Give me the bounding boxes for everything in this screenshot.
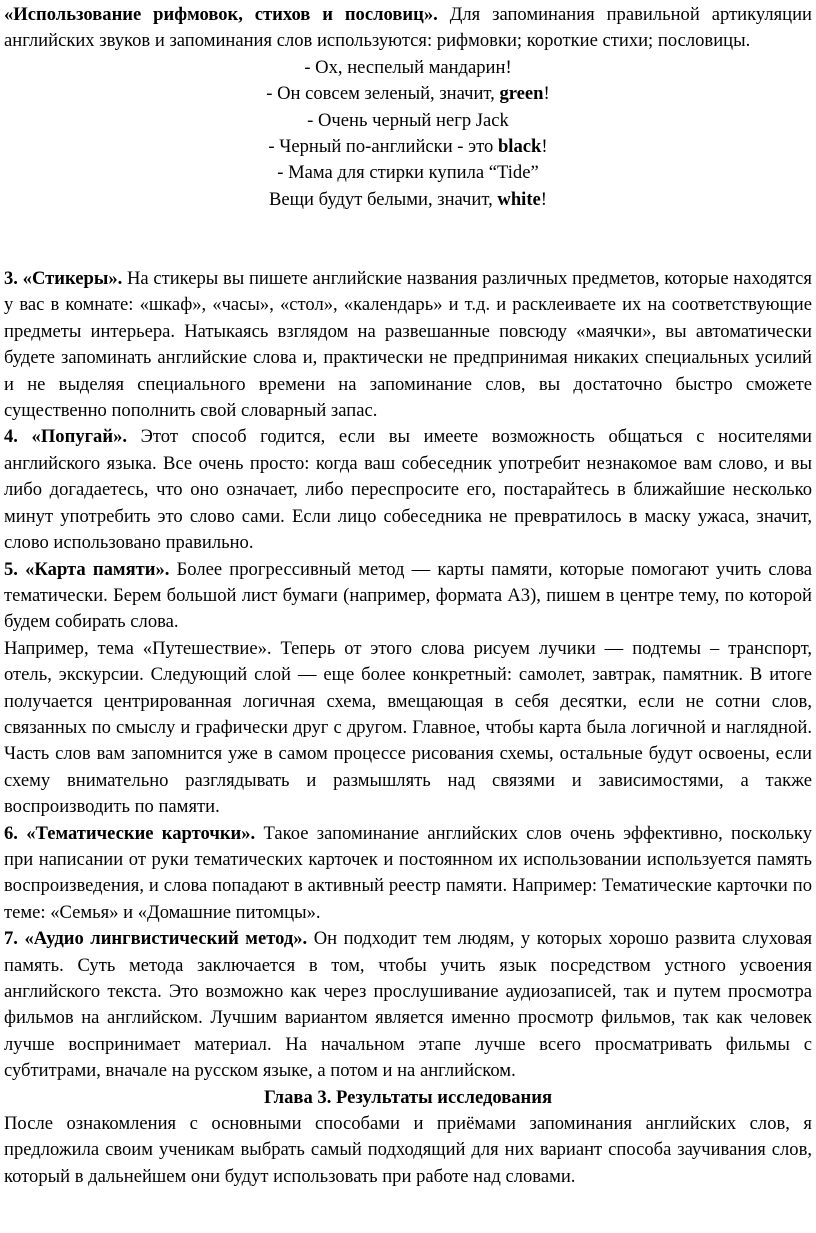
section-audio-method-heading: 7. «Аудио лингвистический метод». [4,928,308,950]
section-parrot [4,424,812,556]
poem-line-2-text: - Он совсем зеленый, значит, [266,83,500,105]
poem-line-4 [4,134,812,160]
intro-heading: «Использование рифмовок, стихов и пословиц». [4,4,438,25]
poem-line-4-text: - Черный по-английски - это [268,136,498,158]
chapter-title: Глава 3. Результаты исследования [263,1086,553,1108]
poem [4,55,812,213]
poem-line-3-text: - Очень черный негр Jack [307,109,509,131]
poem-line-5-text: - Мама для стирки купила “Tide” [277,162,539,184]
poem-line-6-end: ! [540,188,547,210]
section-stickers-heading: 3. «Стикеры». [4,268,123,290]
section-stickers [4,266,812,424]
poem-word-black: black [497,136,542,158]
section-thematic-cards [4,821,812,927]
section-thematic-cards-heading: 6. «Тематические карточки». [4,822,256,844]
section-parrot-text: Этот способ годится, если вы имеете возможность общаться с носителями английского языка. Все очень просто: когда ваш собеседник употребит незнакомое вам слово, и вы либо догадаетесь, что оно означает, либо переспросите его, постарайтесь в ближайшие несколько минут употребить это слово сами. Если лицо собеседника не превратилось в маску ужаса, значит, слово использовано правильно. [4,426,813,554]
chapter-text: После ознакомления с основными способами и приёмами запоминания английских слов, я предложила своим ученикам выбрать самый подходящий для них вариант способа заучивания слов, который в дальнейшем они будут использовать при работе над словами. [4,1113,812,1187]
poem-line-1-text: - Ох, неспелый мандарин! [304,56,512,78]
section-audio-method [4,926,812,1084]
poem-line-6 [4,187,812,213]
poem-line-6-text: Вещи будут белыми, значит, [269,188,498,210]
poem-line-1 [4,55,812,81]
section-memory-map [4,557,812,636]
section-memory-map-heading: 5. «Карта памяти». [4,558,170,580]
poem-line-2-end: ! [543,83,550,105]
section-memory-map-example [4,636,812,821]
section-memory-map-example-text: Например, тема «Путешествие». Теперь от этого слова рисуем лучики — подтемы – транспорт, отель, экскурсии. Следующий слой — еще более конкретный: самолет, завтрак, памятник. В итоге получается центрированная логичная схема, вмещающая в себя десятки, если не сотни слов, связанных по смыслу и графически друг с другом. Главное, чтобы карта была логичной и наглядной. Часть слов вам запомнится уже в самом процессе рисования схемы, остальные будут освоены, если схему внимательно разглядывать и размышлять над связями и зависимостями, а также воспроизводить по памяти. [4,637,812,818]
blank-space [4,213,812,266]
poem-line-2 [4,81,812,107]
section-audio-method-text: Он подходит тем людям, у которых хорошо развита слуховая память. Суть метода заключается в том, чтобы учить язык посредством устного усвоения английского текста. Это возможно как через прослушивание аудиозаписей, так и путем просмотра фильмов на английском. Лучшим вариантом является именно просмотр фильмов, так как человек лучше воспринимает материал. На начальном этапе лучше всего просматривать фильмы с субтитрами, вначале на русском языке, а потом и на английском. [4,928,812,1082]
poem-word-green: green [499,83,544,105]
section-parrot-heading: 4. «Попугай». [4,426,128,448]
section-memory-map-text: Более прогрессивный метод — карты памяти, которые помогают учить слова тематически. Берем большой лист бумаги (например, формата А3), пишем в центре тему, по которой будем собирать слова. [4,558,812,633]
section-stickers-text: На стикеры вы пишете английские названия различных предметов, которые находятся у вас в комнате: «шкаф», «часы», «стол», «календарь» и т.д. и расклеиваете их на соответствующие предметы интерьера. Натыкаясь взглядом на развешанные повсюду «маячки», вы автоматически будете запоминать английские слова и, практически не предпринимая никаких специальных усилий и не выделяя специального времени на запоминание слов, вы достаточно быстро сможете существенно пополнить свой словарный запас. [4,268,812,422]
chapter-paragraph [4,1111,812,1190]
poem-line-5 [4,160,812,186]
intro-text: Для запоминания правильной артикуляции английских звуков и запоминания слов используются: рифмовки; короткие стихи; пословицы. [4,4,813,52]
poem-line-4-end: ! [541,136,548,158]
intro-paragraph [4,2,812,55]
poem-line-3 [4,108,812,134]
section-thematic-cards-text: Такое запоминание английских слов очень эффективно, поскольку при написании от руки тематических карточек и постоянном их использовании используется память воспроизведения, и слова попадают в активный реестр памяти. Например: Тематические карточки по теме: «Семья» и «Домашние питомцы». [4,822,812,923]
poem-word-white: white [497,188,541,210]
